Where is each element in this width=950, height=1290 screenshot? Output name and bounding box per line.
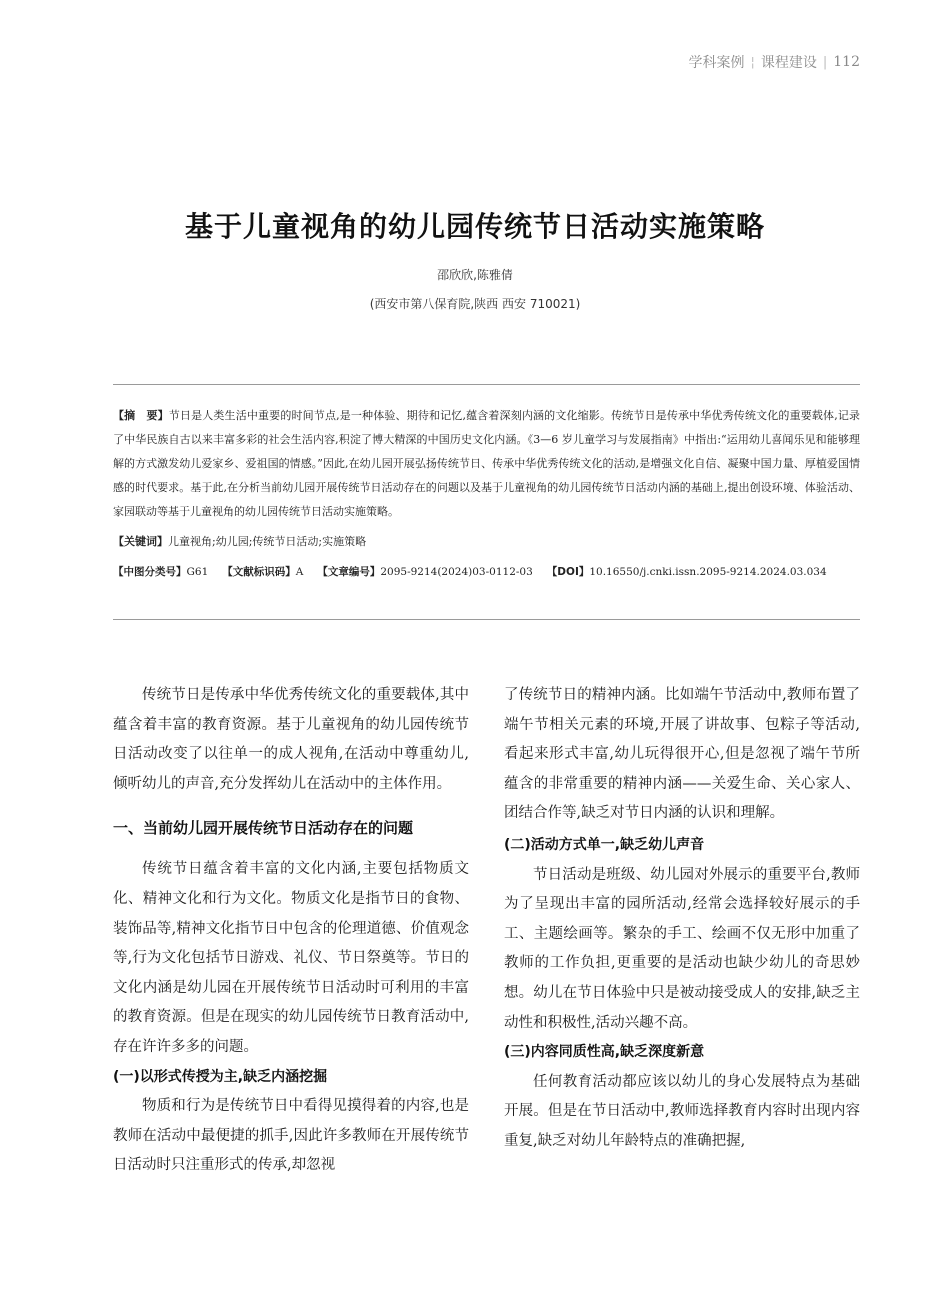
header-section: 学科案例 <box>688 55 745 71</box>
keywords-label: 【关键词】 <box>113 535 168 548</box>
abstract <box>113 404 860 524</box>
abstract-block <box>113 404 860 584</box>
bottom-divider <box>113 619 860 620</box>
right-column <box>504 681 860 1157</box>
left-column <box>113 681 469 1181</box>
article-title: 基于儿童视角的幼儿园传统节日活动实施策略 <box>184 210 765 243</box>
doc-code-label: 【文献标识码】 <box>222 566 296 578</box>
doi-label: 【DOI】 <box>546 566 590 578</box>
subsection-1-heading: (一)以形式传授为主,缺乏内涵挖掘 <box>113 1068 328 1085</box>
subsection-1-paragraph-part-2: 了传统节日的精神内涵。比如端午节活动中,教师布置了端午节相关元素的环境,开展了讲故事、包粽子等活动,看起来形式丰富,幼儿玩得很开心,但是忽视了端午节所蕴含的非常重要的精神内涵——关爱生命、关心家人、团结合作等,缺乏对节日内涵的认识和理解。 <box>504 687 860 822</box>
page-number: 112 <box>833 54 860 70</box>
keywords <box>113 530 860 554</box>
keywords-text: 儿童视角;幼儿园;传统节日活动;实施策略 <box>168 535 367 548</box>
subsection-3-heading: (三)内容同质性高,缺乏深度新意 <box>504 1044 705 1061</box>
abstract-text: 节日是人类生活中重要的时间节点,是一种体验、期待和记忆,蕴含着深刻内涵的文化缩影。传统节日是传承中华优秀传统文化的重要载体,记录了中华民族自古以来丰富多彩的社会生活内容,积淀了博大精深的中国历史文化内涵。《3—6 岁儿童学习与发展指南》中指出:“运用幼儿喜闻乐见和能够理解的方式激发幼儿爱家乡、爱祖国的情感。”因此,在幼儿园开展弘扬传统节日、传承中华优秀传统文化的活动,是增强文化自信、凝聚中国力量、厚植爱国情感的时代要求。基于此,在分析当前幼儿园开展传统节日活动存在的问题以及基于儿童视角的幼儿园传统节日活动内涵的基础上,提出创设环境、体验活动、家园联动等基于儿童视角的幼儿园传统节日活动实施策略。 <box>113 409 860 518</box>
header-subsection: 课程建设 <box>760 55 817 71</box>
subsection-1-paragraph-part-1: 物质和行为是传统节日中看得见摸得着的内容,也是教师在活动中最便捷的抓手,因此许多教师在开展传统节日活动时只注重形式的传承,却忽视 <box>113 1098 469 1174</box>
subsection-2-paragraph: 节日活动是班级、幼儿园对外展示的重要平台,教师为了呈现出丰富的园所活动,经常会选择较好展示的手工、主题绘画等。繁杂的手工、绘画不仅无形中加重了教师的工作负担,更重要的是活动也缺少幼儿的奇思妙想。幼儿在节日体验中只是被动接受成人的安排,缺乏主动性和积极性,活动兴趣不高。 <box>504 866 860 1031</box>
article-affiliation: (西安市第八保育院,陕西 西安 710021) <box>369 297 581 311</box>
running-header <box>688 52 860 72</box>
article-number-value: 2095-9214(2024)03-0112-03 <box>380 566 533 578</box>
article-meta <box>113 560 860 584</box>
doc-code-value: A <box>295 566 304 578</box>
header-separator: | <box>822 54 828 70</box>
article-authors: 邵欣欣,陈雅倩 <box>437 268 513 282</box>
header-separator: ¦ <box>750 54 755 70</box>
abstract-label: 【摘 要】 <box>113 409 169 422</box>
clc-label: 【中图分类号】 <box>113 566 187 578</box>
top-divider <box>113 384 860 385</box>
clc-value: G61 <box>186 566 209 578</box>
doi-value: 10.16550/j.cnki.issn.2095-9214.2024.03.034 <box>589 566 827 578</box>
section-1-heading: 一、当前幼儿园开展传统节日活动存在的问题 <box>113 819 414 838</box>
subsection-3-paragraph: 任何教育活动都应该以幼儿的身心发展特点为基础开展。但是在节日活动中,教师选择教育内容时出现内容重复,缺乏对幼儿年龄特点的准确把握, <box>504 1073 860 1149</box>
intro-paragraph: 传统节日是传承中华优秀传统文化的重要载体,其中蕴含着丰富的教育资源。基于儿童视角的幼儿园传统节日活动改变了以往单一的成人视角,在活动中尊重幼儿,倾听幼儿的声音,充分发挥幼儿在活动中的主体作用。 <box>113 687 469 792</box>
subsection-2-heading: (二)活动方式单一,缺乏幼儿声音 <box>504 836 705 853</box>
article-number-label: 【文章编号】 <box>317 566 381 578</box>
section-1-paragraph: 传统节日蕴含着丰富的文化内涵,主要包括物质文化、精神文化和行为文化。物质文化是指节日的食物、装饰品等,精神文化指节日中包含的伦理道德、价值观念等,行为文化包括节日游戏、礼仪、节日祭奠等。节日的文化内涵是幼儿园在开展传统节日活动时可利用的丰富的教育资源。但是在现实的幼儿园传统节日教育活动中,存在许许多多的问题。 <box>113 861 469 1055</box>
